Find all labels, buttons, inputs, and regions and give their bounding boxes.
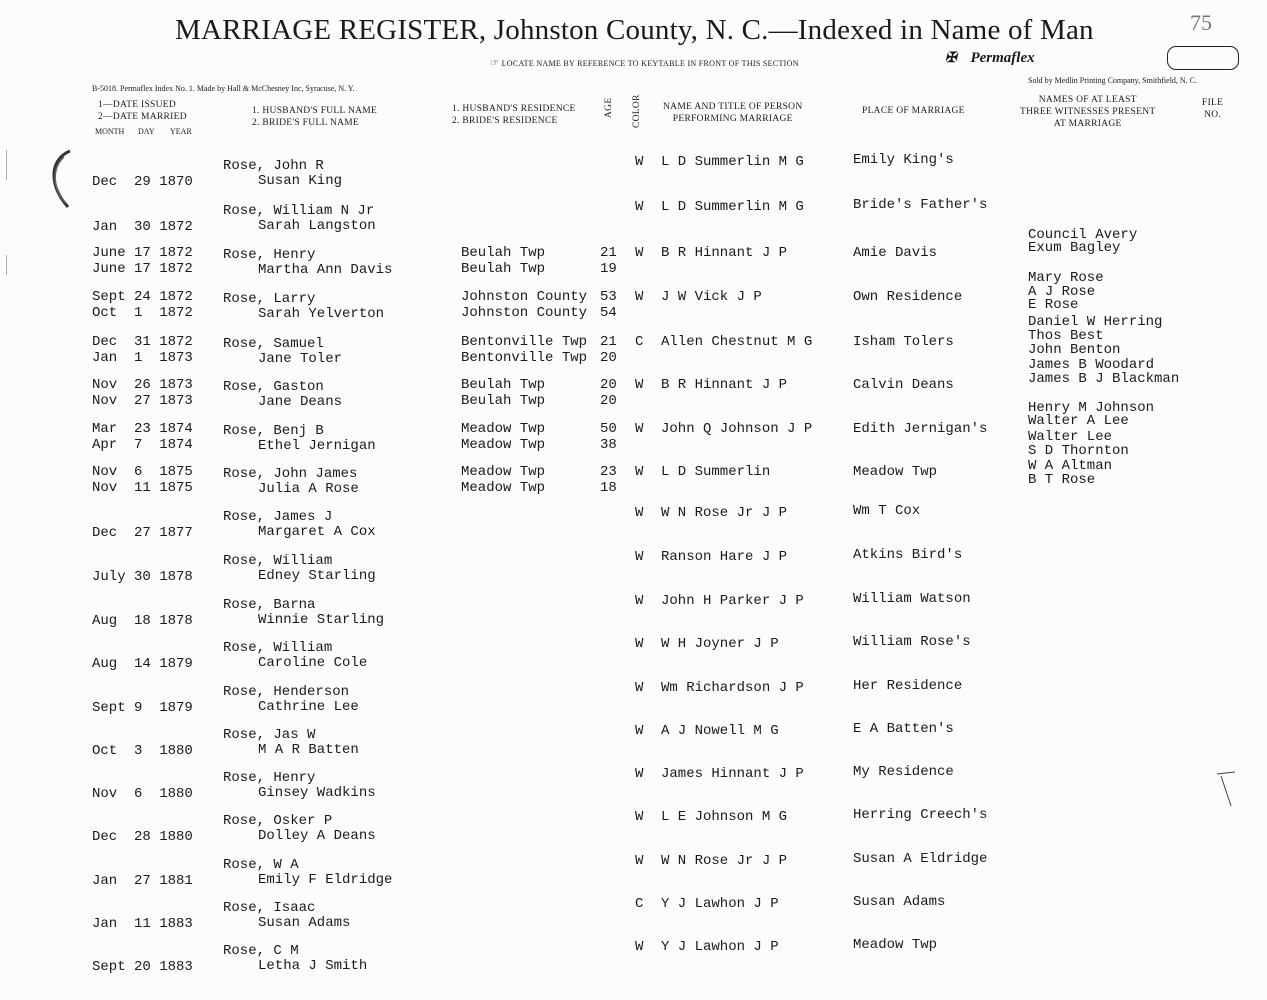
date-married: Dec 28 1880 [92,829,193,845]
color-code: W [635,245,644,261]
date-issued: Mar 23 1874 [92,421,193,437]
color-code: W [635,593,644,609]
bride-residence: Johnston County [461,305,588,321]
color-code: W [635,636,644,652]
color-code: W [635,464,644,480]
bride-residence: Bentonville Twp [461,350,588,366]
officiant-name: W H Joyner J P [661,636,779,652]
husband-name: Rose, Henry [223,770,316,786]
date-issued: Nov 26 1873 [92,377,193,393]
page-title: MARRIAGE REGISTER, Johnston County, N. C.—Indexed in Name of Man [175,14,1094,46]
officiant-name: Wm Richardson J P [661,680,804,696]
color-header: COLOR [632,94,642,128]
officiant-name: L E Johnson M G [661,809,788,825]
place-of-marriage: Meadow Twp [853,464,938,480]
officiant-name: Allen Chestnut M G [661,334,813,350]
husband-residence: Beulah Twp [461,245,546,261]
bride-residence: Meadow Twp [461,480,546,496]
husband-age: 21 [600,334,617,350]
binding-clip-icon [40,145,80,215]
date-married: Dec 29 1870 [92,174,193,190]
date-married: Aug 14 1879 [92,656,193,672]
form-number-note: B-5018. Permaflex Index No. 1. Made by Hall & McChesney Inc, Syracuse, N. Y. [92,84,355,93]
page-number: 75 [1190,10,1212,35]
husband-age: 20 [600,377,617,393]
bride-name: Jane Toler [258,351,343,367]
brand-emblem-icon: ✠ [945,51,957,66]
date-issued: Sept 24 1872 [92,289,193,305]
witness-header-line3: AT MARRIAGE [1053,119,1122,129]
husband-name: Rose, Larry [223,291,316,307]
color-code: C [635,334,644,350]
place-of-marriage: Isham Tolers [853,334,954,350]
husband-residence: Johnston County [461,289,588,305]
husband-name: Rose, Henderson [223,684,350,700]
witness-name: Thos Best [1028,328,1104,344]
bride-name: Sarah Yelverton [258,306,385,322]
place-of-marriage: Her Residence [853,678,963,694]
color-code: W [635,680,644,696]
place-of-marriage: Susan A Eldridge [853,851,988,867]
husband-name: Rose, W A [223,857,299,873]
pointing-hand-icon: ☞ [490,58,500,69]
color-code: W [635,766,644,782]
officiant-header-line2: PERFORMING MARRIAGE [672,114,793,124]
residence-header-line2: 2. BRIDE'S RESIDENCE [452,116,558,126]
bride-age: 19 [600,261,617,277]
date-header-line2: 2—DATE MARRIED [98,112,187,122]
date-married: Jan 27 1881 [92,873,193,889]
officiant-name: Y J Lawhon J P [661,939,779,955]
officiant-column-header [663,101,803,125]
witness-name: E Rose [1028,297,1079,313]
color-code: W [635,853,644,869]
color-code: W [635,505,644,521]
color-code: W [635,549,644,565]
husband-name: Rose, C M [223,943,299,959]
date-issued: Nov 6 1875 [92,464,193,480]
date-header-line1: 1—DATE ISSUED [98,100,177,110]
officiant-name: L D Summerlin [661,464,771,480]
place-of-marriage: William Watson [853,591,971,607]
bride-name: Margaret A Cox [258,524,376,540]
color-code: W [635,809,644,825]
husband-name: Rose, William [223,553,333,569]
sold-by-note: Sold by Medlin Printing Company, Smithfield, N. C. [1028,76,1198,85]
brand-name: Permaflex [970,50,1035,66]
color-code: C [635,896,644,912]
husband-name: Rose, Isaac [223,900,316,916]
place-of-marriage: E A Batten's [853,721,954,737]
year-header: YEAR [170,127,192,136]
officiant-name: L D Summerlin M G [661,199,804,215]
witness-name: S D Thornton [1028,443,1129,459]
husband-residence: Beulah Twp [461,377,546,393]
date-married: Aug 18 1878 [92,613,193,629]
husband-name: Rose, John James [223,466,358,482]
date-married: Dec 27 1877 [92,525,193,541]
witness-name: Walter Lee [1028,429,1113,445]
bride-age: 38 [600,437,617,453]
date-married: Jan 11 1883 [92,916,193,932]
color-code: W [635,421,644,437]
place-column-header: PLACE OF MARRIAGE [862,106,965,116]
husband-name: Rose, Barna [223,597,316,613]
bride-name: Emily F Eldridge [258,872,393,888]
color-code: W [635,199,644,215]
officiant-name: W N Rose Jr J P [661,505,788,521]
bride-residence: Meadow Twp [461,437,546,453]
witness-name: Mary Rose [1028,270,1104,286]
husband-name: Rose, Jas W [223,727,316,743]
bride-name: Susan King [258,173,343,189]
husband-age: 23 [600,464,617,480]
bride-name: Edney Starling [258,568,376,584]
bride-name: Letha J Smith [258,958,368,974]
residence-header-line1: 1. HUSBAND'S RESIDENCE [452,104,576,114]
officiant-name: L D Summerlin M G [661,154,804,170]
bride-name: Susan Adams [258,915,351,931]
officiant-name: John Q Johnson J P [661,421,813,437]
place-of-marriage: My Residence [853,764,954,780]
names-header-line2: 2. BRIDE'S FULL NAME [252,118,360,128]
husband-name: Rose, Benj B [223,423,324,439]
officiant-name: A J Nowell M G [661,723,779,739]
bride-name: Winnie Starling [258,612,385,628]
husband-residence: Meadow Twp [461,421,546,437]
date-married: Jan 1 1873 [92,350,193,366]
age-header: AGE [604,97,614,118]
place-of-marriage: Edith Jernigan's [853,421,988,437]
place-of-marriage: Calvin Deans [853,377,954,393]
file-column-header [1202,97,1223,121]
date-married: Nov 11 1875 [92,480,193,496]
date-married: Jan 30 1872 [92,219,193,235]
officiant-name: John H Parker J P [661,593,804,609]
place-of-marriage: Atkins Bird's [853,547,963,563]
margin-mark-icon [1215,770,1245,810]
witness-header-line2: THREE WITNESSES PRESENT [1020,107,1156,117]
witness-name: John Benton [1028,342,1121,358]
witness-name: A J Rose [1028,284,1096,300]
husband-name: Rose, William N Jr [223,203,375,219]
date-issued: Dec 31 1872 [92,334,193,350]
date-married: Sept 20 1883 [92,959,193,975]
bride-name: Dolley A Deans [258,828,376,844]
bride-residence: Beulah Twp [461,393,546,409]
bride-age: 18 [600,480,617,496]
margin-line [6,150,7,180]
witness-name: B T Rose [1028,472,1096,488]
date-married: June 17 1872 [92,261,193,277]
officiant-name: B R Hinnant J P [661,377,788,393]
officiant-name: Y J Lawhon J P [661,896,779,912]
bride-age: 20 [600,350,617,366]
place-of-marriage: Herring Creech's [853,807,988,823]
place-of-marriage: Own Residence [853,289,963,305]
date-married: Sept 9 1879 [92,700,193,716]
bride-name: Sarah Langston [258,218,376,234]
husband-name: Rose, Gaston [223,379,324,395]
witness-name: W A Altman [1028,458,1113,474]
file-header-line1: FILE [1202,98,1224,108]
bride-name: Martha Ann Davis [258,262,393,278]
officiant-name: B R Hinnant J P [661,245,788,261]
color-code: W [635,154,644,170]
date-column-header [98,99,187,123]
date-married: Oct 1 1872 [92,305,193,321]
officiant-name: Ranson Hare J P [661,549,788,565]
bride-name: Julia A Rose [258,481,359,497]
witness-column-header [1020,94,1156,130]
bride-age: 54 [600,305,617,321]
witness-name: Daniel W Herring [1028,314,1163,330]
officiant-name: James Hinnant J P [661,766,804,782]
husband-name: Rose, William [223,640,333,656]
names-column-header [252,105,377,129]
husband-name: Rose, Samuel [223,336,324,352]
place-of-marriage: Meadow Twp [853,937,938,953]
color-code: W [635,939,644,955]
husband-name: Rose, Henry [223,247,316,263]
color-code: W [635,723,644,739]
witness-name: Council Avery [1028,227,1138,243]
month-header: MONTH [95,127,125,136]
file-header-line2: NO. [1204,110,1222,120]
bride-name: Ethel Jernigan [258,438,376,454]
husband-age: 21 [600,245,617,261]
husband-name: Rose, James J [223,509,333,525]
place-of-marriage: Emily King's [853,152,954,168]
bride-name: Cathrine Lee [258,699,359,715]
husband-age: 53 [600,289,617,305]
date-issued: June 17 1872 [92,245,193,261]
residence-column-header [452,103,576,127]
husband-name: Rose, Osker P [223,813,333,829]
bride-name: Ginsey Wadkins [258,785,376,801]
locate-note [490,58,799,69]
bride-age: 20 [600,393,617,409]
officiant-name: J W Vick J P [661,289,762,305]
color-code: W [635,377,644,393]
witness-name: James B J Blackman [1028,371,1180,387]
margin-line [6,255,7,275]
husband-age: 50 [600,421,617,437]
day-header: DAY [138,127,155,136]
date-married: Nov 6 1880 [92,786,193,802]
bride-name: Caroline Cole [258,655,368,671]
date-married: Apr 7 1874 [92,437,193,453]
witness-name: Henry M Johnson [1028,400,1155,416]
place-of-marriage: Susan Adams [853,894,946,910]
place-of-marriage: Amie Davis [853,245,938,261]
place-of-marriage: Bride's Father's [853,197,988,213]
witness-header-line1: NAMES OF AT LEAST [1038,95,1137,105]
husband-name: Rose, John R [223,158,324,174]
brand-logo [945,50,1035,67]
place-of-marriage: Wm T Cox [853,503,921,519]
bride-name: M A R Batten [258,742,359,758]
bride-name: Jane Deans [258,394,343,410]
officiant-header-line1: NAME AND TITLE OF PERSON [663,102,803,112]
witness-name: Walter A Lee [1028,413,1129,429]
color-code: W [635,289,644,305]
witness-name: Exum Bagley [1028,240,1121,256]
witness-name: James B Woodard [1028,357,1155,373]
date-married: Nov 27 1873 [92,393,193,409]
date-married: July 30 1878 [92,569,193,585]
husband-residence: Bentonville Twp [461,334,588,350]
file-number-box [1167,46,1239,70]
names-header-line1: 1. HUSBAND'S FULL NAME [252,106,378,116]
bride-residence: Beulah Twp [461,261,546,277]
locate-note-text: LOCATE NAME BY REFERENCE TO KEYTABLE IN FRONT OF THIS SECTION [501,59,799,68]
officiant-name: W N Rose Jr J P [661,853,788,869]
place-of-marriage: William Rose's [853,634,971,650]
husband-residence: Meadow Twp [461,464,546,480]
date-married: Oct 3 1880 [92,743,193,759]
